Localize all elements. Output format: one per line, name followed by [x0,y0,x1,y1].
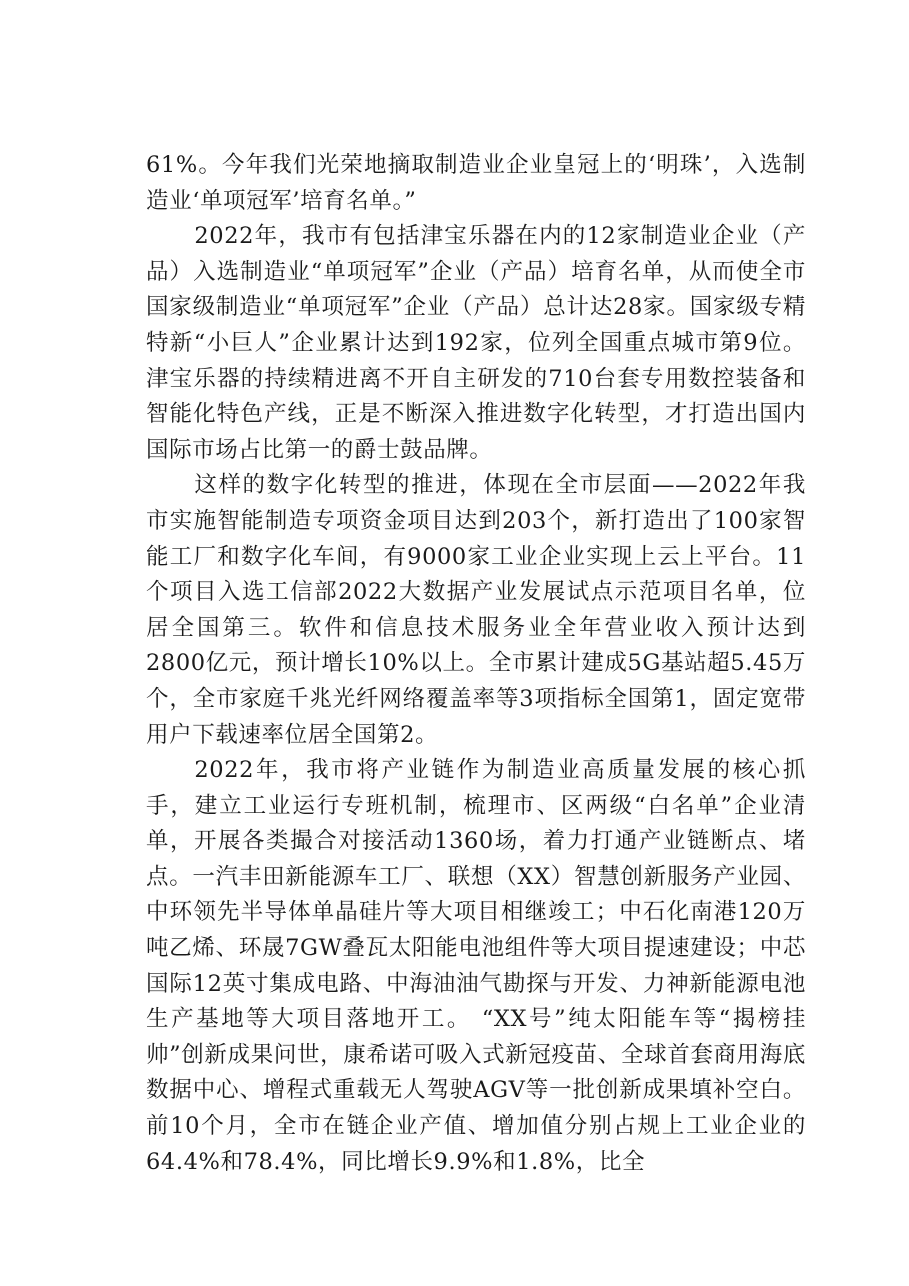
document-body [146,148,806,1180]
paragraph-continuation: 61%。今年我们光荣地摘取制造业企业皇冠上的‘明珠’，入选制造业‘单项冠军’培育名单。” [146,152,806,214]
paragraph-digital-transformation: 这样的数字化转型的推进，体现在全市层面——2022年我市实施智能制造专项资金项目达到203个，新打造出了100家智能工厂和数字化车间，有9000家工业企业实现上云上平台。11个项目入选工信部2022大数据产业发展试点示范项目名单，位居全国第三。软件和信息技术服务业全年营业收入预计达到2800亿元，预计增长10%以上。全市累计建成5G基站超5.45万个，全市家庭千兆光纤网络覆盖率等3项指标全国第1，固定宽带用户下载速率位居全国第2。 [146,472,806,748]
paragraph-single-champion: 2022年，我市有包括津宝乐器在内的12家制造业企业（产品）入选制造业“单项冠军”企业（产品）培育名单，从而使全市国家级制造业“单项冠军”企业（产品）总计达28家。国家级专精特新“小巨人”企业累计达到192家，位列全国重点城市第9位。津宝乐器的持续精进离不开自主研发的710台套专用数控装备和智能化特色产线，正是不断深入推进数字化转型，才打造出国内国际市场占比第一的爵士鼓品牌。 [146,223,806,463]
paragraph-industrial-chain: 2022年，我市将产业链作为制造业高质量发展的核心抓手，建立工业运行专班机制，梳理市、区两级“白名单”企业清单，开展各类撮合对接活动1360场，着力打通产业链断点、堵点。一汽丰田新能源车工厂、联想（XX）智慧创新服务产业园、中环领先半导体单晶硅片等大项目相继竣工；中石化南港120万吨乙烯、环晟7GW叠瓦太阳能电池组件等大项目提速建设；中芯国际12英寸集成电路、中海油油气勘探与开发、力神新能源电池生产基地等大项目落地开工。 “XX号”纯太阳能车等“揭榜挂帅”创新成果问世，康希诺可吸入式新冠疫苗、全球首套商用海底数据中心、增程式重载无人驾驶AGV等一批创新成果填补空白。前10个月，全市在链企业产值、增加值分别占规上工业企业的64.4%和78.4%，同比增长9.9%和1.8%，比全 [146,757,806,1175]
